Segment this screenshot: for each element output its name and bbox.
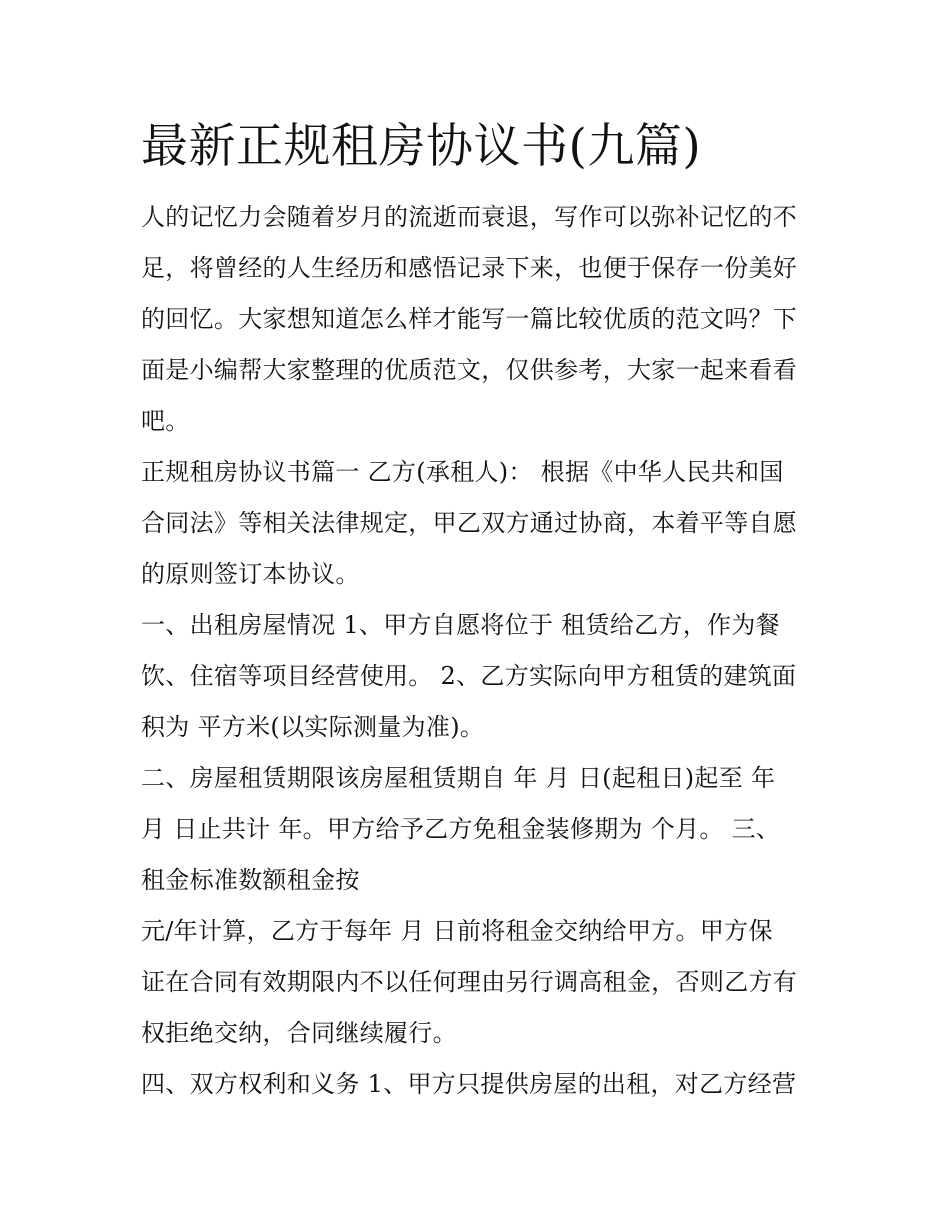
text-line: 的回忆。大家想知道怎么样才能写一篇比较优质的范文吗？下 (141, 305, 798, 333)
text-line: 饮、住宿等项目经营使用。 2、乙方实际向甲方租赁的建筑面 (141, 662, 797, 690)
text-line: 元/年计算，乙方于每年 月 日前将租金交纳给甲方。甲方保 (141, 917, 773, 945)
text-line: 正规租房协议书篇一 乙方(承租人)： 根据《中华人民共和国 (141, 458, 784, 486)
text-line: 面是小编帮大家整理的优质范文，仅供参考，大家一起来看看 (141, 356, 798, 384)
text-line: 租金标准数额租金按 (141, 866, 360, 894)
text-line: 权拒绝交纳，合同继续履行。 (141, 1019, 457, 1047)
document-title: 最新正规租房协议书(九篇) (141, 119, 702, 174)
text-line: 月 日止共计 年。甲方给予乙方免租金装修期为 个月。 三、 (141, 815, 781, 843)
text-line: 合同法》等相关法律规定，甲乙双方通过协商，本着平等自愿 (141, 509, 798, 537)
text-line: 的原则签订本协议。 (141, 560, 360, 588)
text-line: 吧。 (141, 407, 190, 435)
text-line: 积为 平方米(以实际测量为准)。 (141, 713, 485, 741)
text-line: 二、房屋租赁期限该房屋租赁期自 年 月 日(起租日)起至 年 (141, 764, 776, 792)
text-line: 足，将曾经的人生经历和感悟记录下来，也便于保存一份美好 (141, 254, 798, 282)
text-line: 证在合同有效期限内不以任何理由另行调高租金，否则乙方有 (141, 968, 798, 996)
text-line: 四、双方权利和义务 1、甲方只提供房屋的出租，对乙方经营 (141, 1070, 797, 1098)
text-line: 一、出租房屋情况 1、甲方自愿将位于 租赁给乙方，作为餐 (141, 611, 780, 639)
text-line: 人的记忆力会随着岁月的流逝而衰退，写作可以弥补记忆的不 (141, 203, 798, 231)
